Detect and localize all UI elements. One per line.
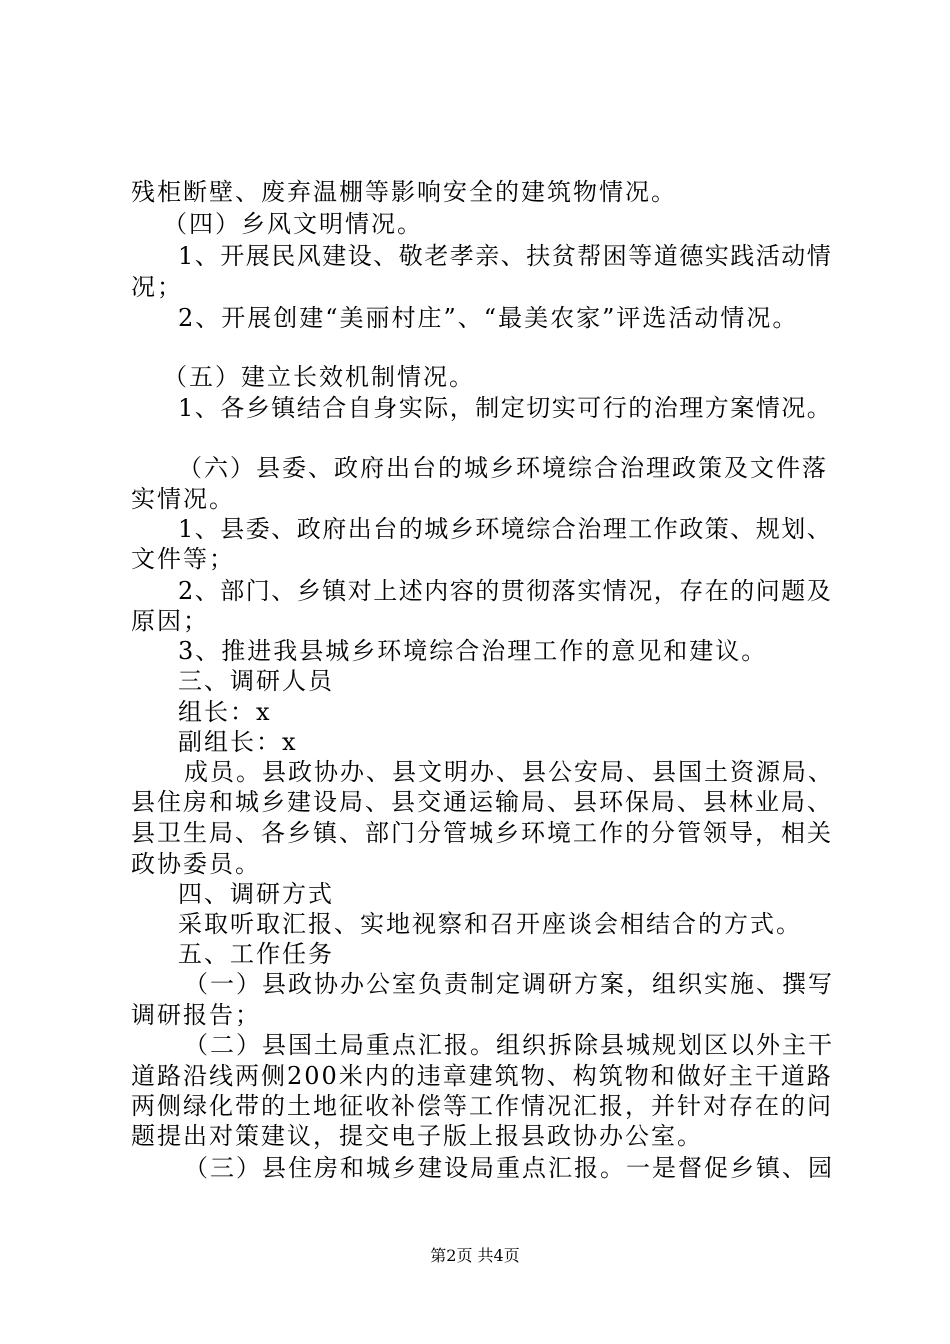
- text-line: 题提出对策建议，提交电子版上报县政协办公室。: [131, 1122, 703, 1150]
- text-line: 采取听取汇报、实地视察和召开座谈会相结合的方式。: [178, 910, 802, 938]
- text-line: 成员。县政协办、县文明办、县公安局、县国土资源局、: [184, 758, 834, 786]
- text-line: 1、各乡镇结合自身实际，制定切实可行的治理方案情况。: [178, 394, 833, 422]
- section-heading: （五）建立长效机制情况。: [163, 363, 475, 391]
- text-line: 调研报告；: [131, 1001, 261, 1029]
- text-line: 1、县委、政府出台的城乡环境综合治理工作政策、规划、: [178, 515, 833, 543]
- text-line: 3、推进我县城乡环境综合治理工作的意见和建议。: [178, 637, 768, 665]
- text-line: 残柜断壁、废弃温棚等影响安全的建筑物情况。: [131, 178, 677, 206]
- text-line: （三）县住房和城乡建设局重点汇报。一是督促乡镇、园: [184, 1154, 834, 1182]
- section-heading: （四）乡风文明情况。: [163, 210, 423, 238]
- section-heading: 五、工作任务: [178, 940, 334, 968]
- section-heading: 四、调研方式: [178, 880, 334, 908]
- text-line: 况；: [131, 273, 183, 301]
- page-footer: 第2页 共4页: [430, 1246, 520, 1265]
- text-line: 政协委员。: [131, 850, 261, 878]
- text-line: 1、开展民风建设、敬老孝亲、扶贫帮困等道德实践活动情: [178, 242, 833, 270]
- text-line: 道路沿线两侧200米内的违章建筑物、构筑物和做好主干道路: [131, 1062, 833, 1090]
- text-line: 原因；: [131, 607, 209, 635]
- text-line: （二）县国土局重点汇报。组织拆除县城规划区以外主干: [184, 1031, 834, 1059]
- text-line: 2、部门、乡镇对上述内容的贯彻落实情况，存在的问题及: [178, 577, 833, 605]
- text-line: 实情况。: [131, 485, 235, 513]
- text-line: 两侧绿化带的土地征收补偿等工作情况汇报，并针对存在的问: [131, 1092, 833, 1120]
- text-line: 县住房和城乡建设局、县交通运输局、县环保局、县林业局、: [131, 788, 833, 816]
- text-line: （一）县政协办公室负责制定调研方案，组织实施、撰写: [184, 970, 834, 998]
- text-line: 组长：x: [178, 698, 272, 726]
- section-heading: 三、调研人员: [178, 667, 334, 695]
- text-line: 2、开展创建“美丽村庄”、“最美农家”评选活动情况。: [178, 304, 799, 332]
- text-line: 副组长：x: [178, 728, 298, 756]
- section-heading: （六）县委、政府出台的城乡环境综合治理政策及文件落: [178, 454, 828, 482]
- text-line: 县卫生局、各乡镇、部门分管城乡环境工作的分管领导，相关: [131, 819, 833, 847]
- text-line: 文件等；: [131, 545, 235, 573]
